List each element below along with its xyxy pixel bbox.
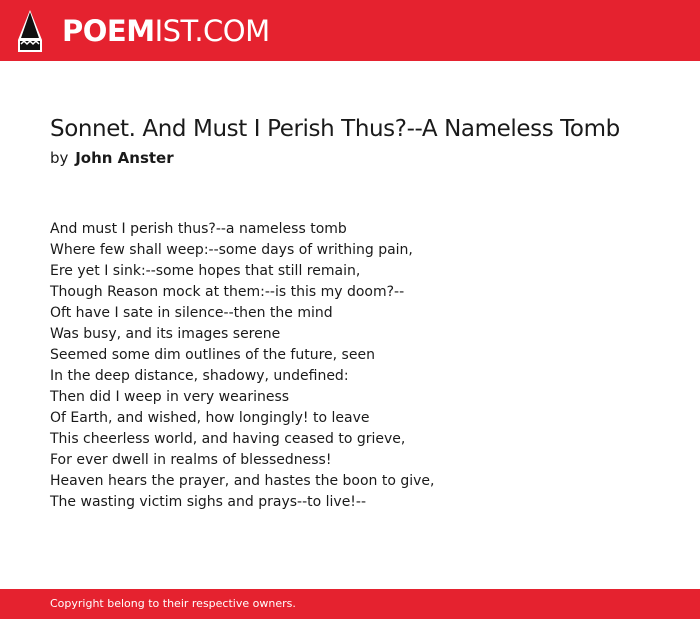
site-logo-text[interactable] xyxy=(62,12,270,50)
header-bar xyxy=(0,0,700,61)
poem-line: The wasting victim sighs and prays--to live!-- xyxy=(50,494,367,510)
poem-line: Of Earth, and wished, how longingly! to leave xyxy=(50,410,370,426)
poem-line: Then did I weep in very weariness xyxy=(50,389,290,405)
poem-line: Where few shall weep:--some days of writhing pain, xyxy=(50,242,413,258)
copyright-notice: Copyright belong to their respective owners. xyxy=(50,597,296,610)
poem-body xyxy=(50,219,435,513)
poem-title: Sonnet. And Must I Perish Thus?--A Nameless Tomb xyxy=(50,116,620,142)
pencil-icon[interactable] xyxy=(18,10,42,52)
poem-line: Seemed some dim outlines of the future, seen xyxy=(50,347,375,363)
author-name: John Anster xyxy=(75,149,174,167)
brand-bold-text: POEM xyxy=(62,14,155,48)
poem-line: For ever dwell in realms of blessedness! xyxy=(50,452,332,468)
poem-line: Was busy, and its images serene xyxy=(50,326,281,342)
poem-line: Ere yet I sink:--some hopes that still remain, xyxy=(50,263,361,279)
poem-line: In the deep distance, shadowy, undefined: xyxy=(50,368,349,384)
brand-light-text: IST.COM xyxy=(154,14,270,48)
byline xyxy=(50,149,174,167)
poem-line: Heaven hears the prayer, and hastes the boon to give, xyxy=(50,473,435,489)
poem-line: This cheerless world, and having ceased to grieve, xyxy=(50,431,406,447)
poem-line: Though Reason mock at them:--is this my doom?-- xyxy=(50,284,405,300)
poem-line: Oft have I sate in silence--then the mind xyxy=(50,305,333,321)
footer-bar xyxy=(0,589,700,619)
by-label: by xyxy=(50,149,69,167)
poem-line: And must I perish thus?--a nameless tomb xyxy=(50,221,347,237)
